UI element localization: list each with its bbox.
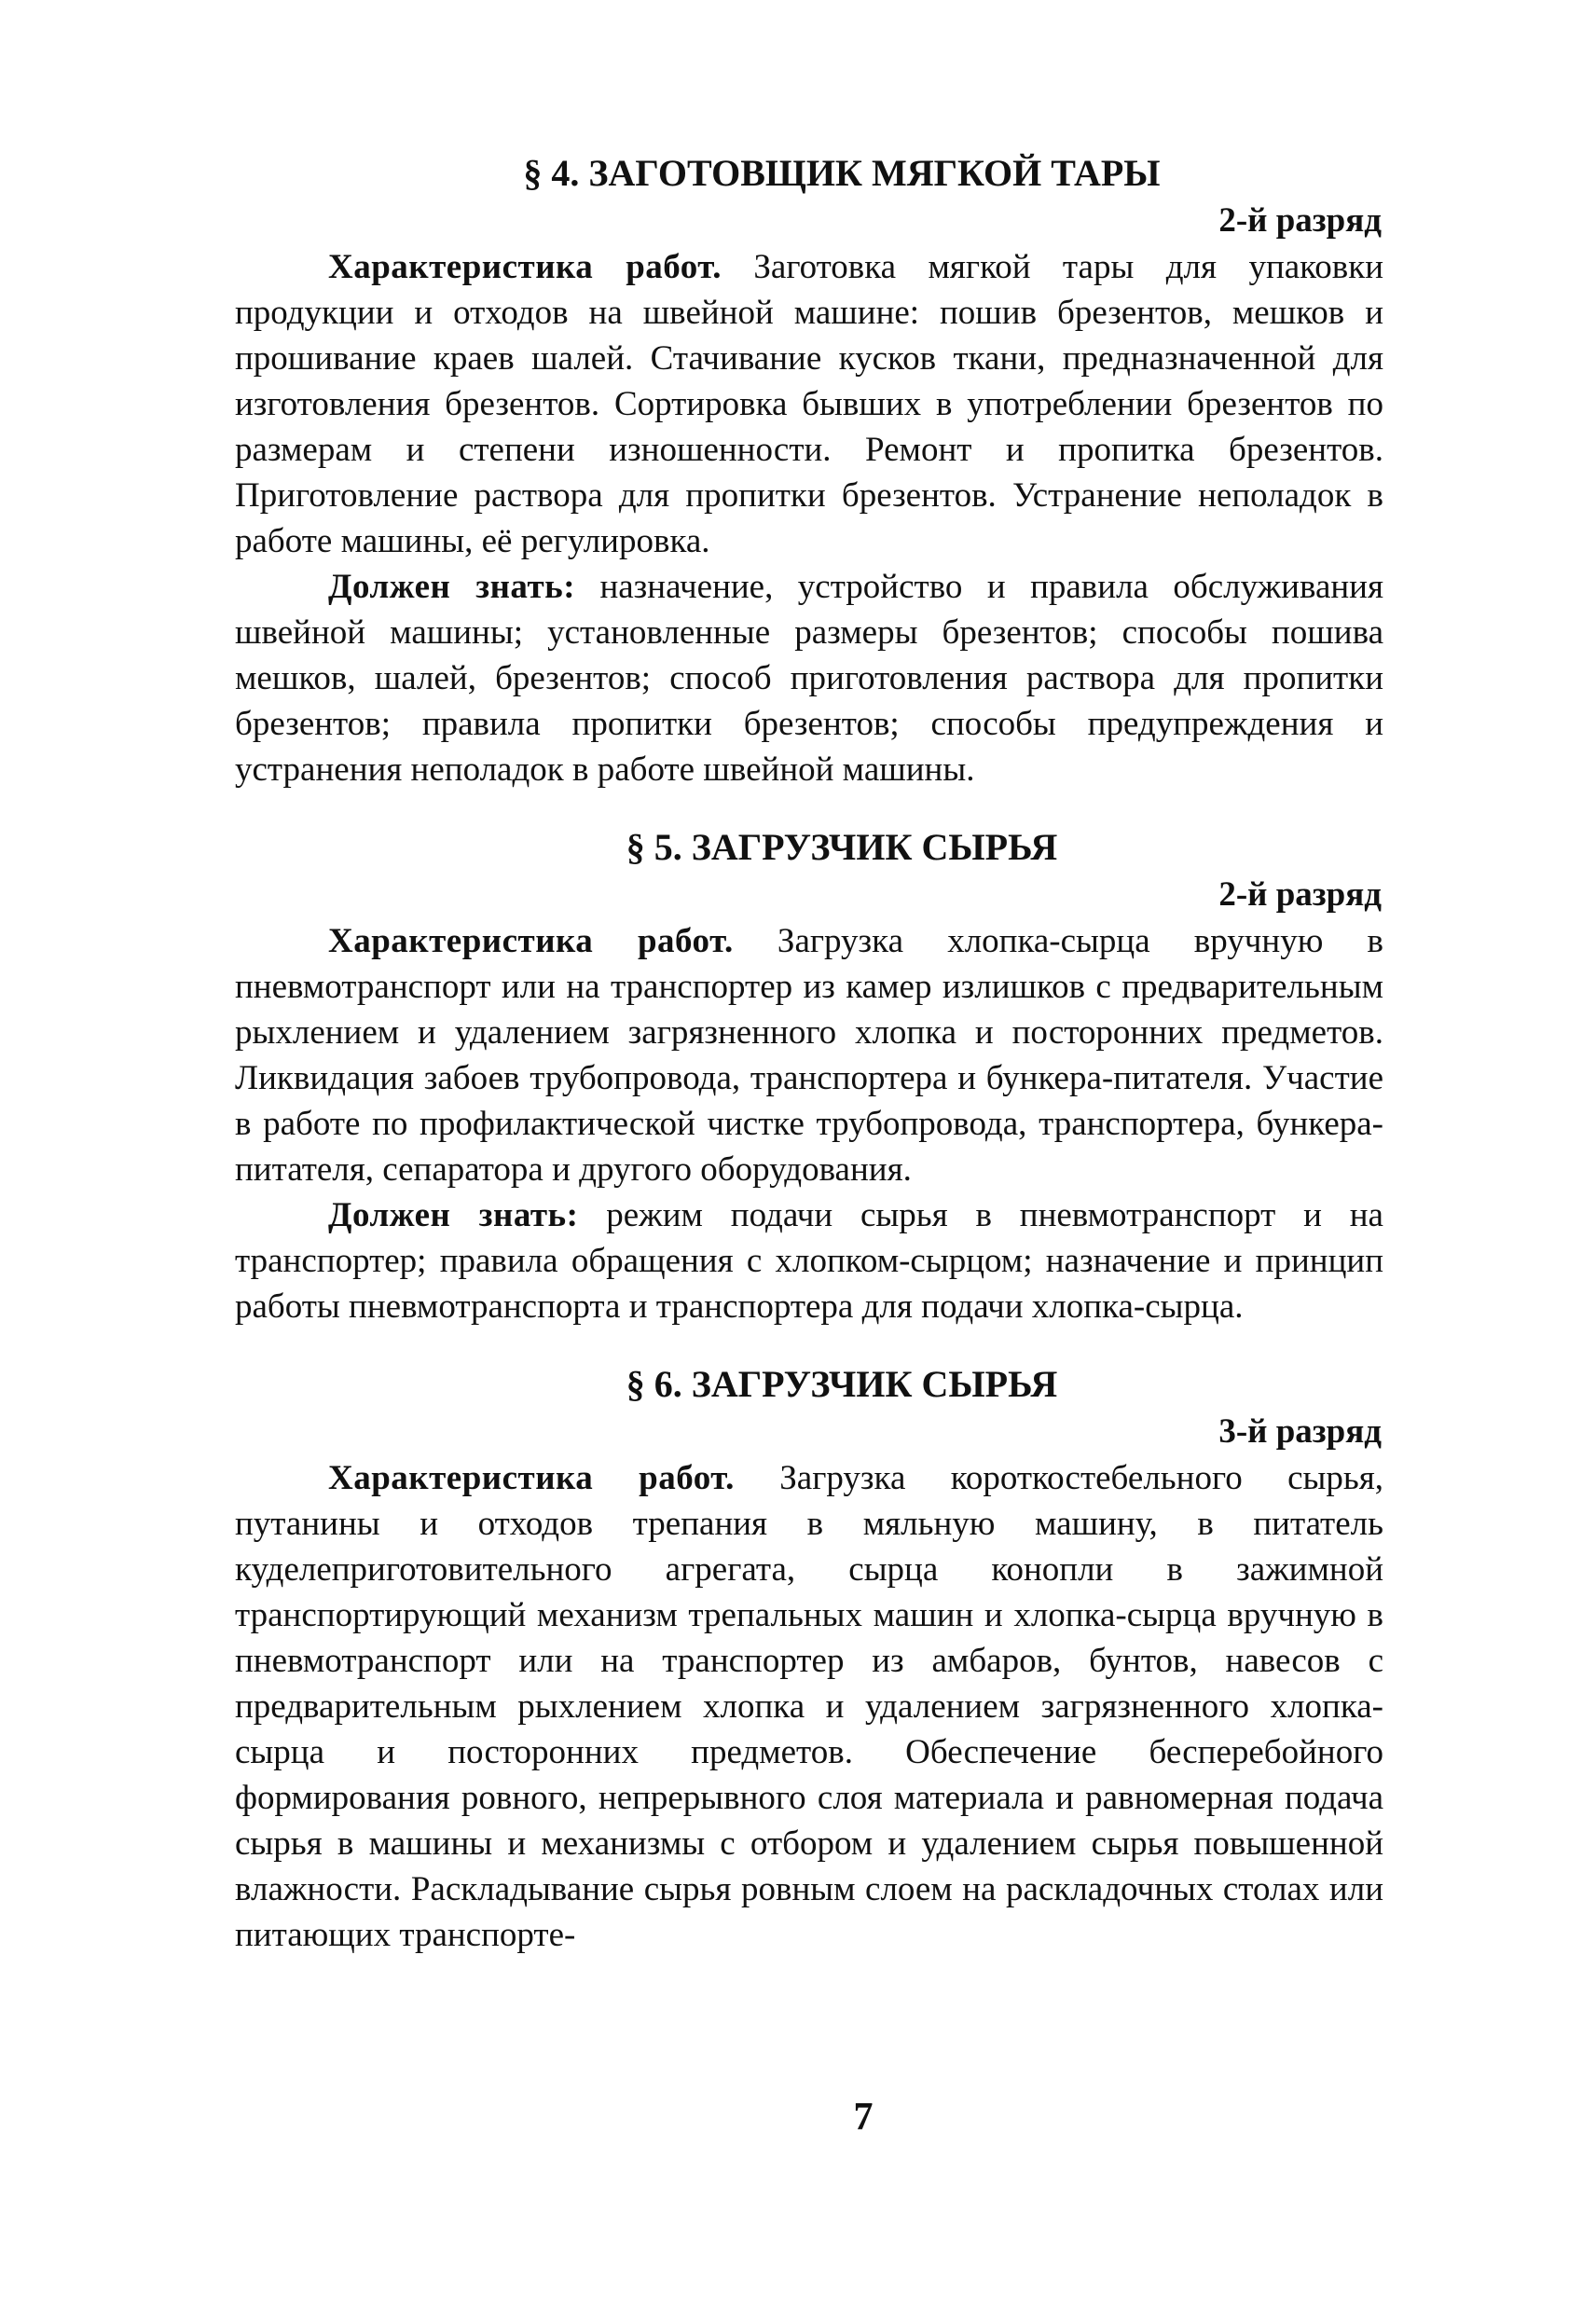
section-title: § 4. ЗАГОТОВЩИК МЯГКОЙ ТАРЫ (523, 152, 1161, 194)
knowledge-paragraph (235, 1192, 1383, 1329)
knowledge-paragraph (235, 564, 1383, 792)
grade-label: 2-й разряд (1218, 201, 1382, 240)
page-number: 7 (853, 2096, 874, 2139)
characteristics-text: Загрузка хлопка-сырца вручную в пневмотранспорт или на транспортер из камер излишков с предварительным рыхлением и удалением загрязненного хлопка и посторонних предметов. Ликвидация забоев трубопровода, транспортера и бункера-питателя. Участие в работе по профилактической чистке трубопровода, транспортера, бункера-питателя, сепаратора и другого оборудования. (235, 922, 1383, 1189)
characteristics-paragraph (235, 1455, 1383, 1958)
characteristics-lead: Характеристика работ. (328, 1459, 735, 1497)
knowledge-text: назначение, устройство и правила обслуживания швейной машины; установленные размеры брезентов; способы пошива мешков, шалей, брезентов; способ приготовления раствора для пропитки брезентов; правила пропитки брезентов; способы предупреждения и устранения неполадок в работе швейной машины. (235, 568, 1383, 789)
characteristics-text: Загрузка короткостебельного сырья, путанины и отходов трепания в мяльную машину, в питатель куделеприготовительного агрегата, сырца конопли в зажимной транспортирующий механизм трепальных машин и хлопка-сырца вручную в пневмотранспорт или на транспортер из амбаров, бунтов, навесов с предварительным рыхлением хлопка и удалением загрязненного хлопка-сырца и посторонних предметов. Обеспечение бесперебойного формирования ровного, непрерывного слоя материала и равномерная подача сырья в машины и механизмы с отбором и удалением сырья повышенной влажности. Раскладывание сырья ровным слоем на раскладочных столах или питающих транспорте- (235, 1459, 1383, 1954)
knowledge-lead: Должен знать: (328, 568, 576, 606)
knowledge-text: режим подачи сырья в пневмотранспорт и на транспортер; правила обращения с хлопком-сырцом; назначение и принцип работы пневмотранспорта и транспортера для подачи хлопка-сырца. (235, 1196, 1383, 1326)
characteristics-lead: Характеристика работ. (328, 248, 722, 286)
characteristics-paragraph (235, 244, 1383, 564)
section-title: § 5. ЗАГРУЗЧИК СЫРЬЯ (626, 826, 1058, 868)
section-6 (235, 1360, 1383, 1958)
knowledge-lead: Должен знать: (328, 1196, 579, 1234)
grade-label: 2-й разряд (1218, 875, 1382, 914)
page-content (235, 149, 1383, 1958)
section-5 (235, 823, 1383, 1329)
characteristics-text: Заготовка мягкой тары для упаковки продукции и отходов на швейной машине: пошив брезентов, мешков и прошивание краев шалей. Стачивание кусков ткани, предназначенной для изготовления брезентов. Сортировка бывших в употреблении брезентов по размерам и степени изношенности. Ремонт и пропитка брезентов. Приготовление раствора для пропитки брезентов. Устранение неполадок в работе машины, её регулировка. (235, 248, 1384, 560)
section-4 (235, 149, 1383, 792)
section-title: § 6. ЗАГРУЗЧИК СЫРЬЯ (626, 1363, 1058, 1405)
characteristics-lead: Характеристика работ. (328, 922, 734, 960)
characteristics-paragraph (235, 918, 1383, 1192)
grade-label: 3-й разряд (1218, 1412, 1382, 1451)
